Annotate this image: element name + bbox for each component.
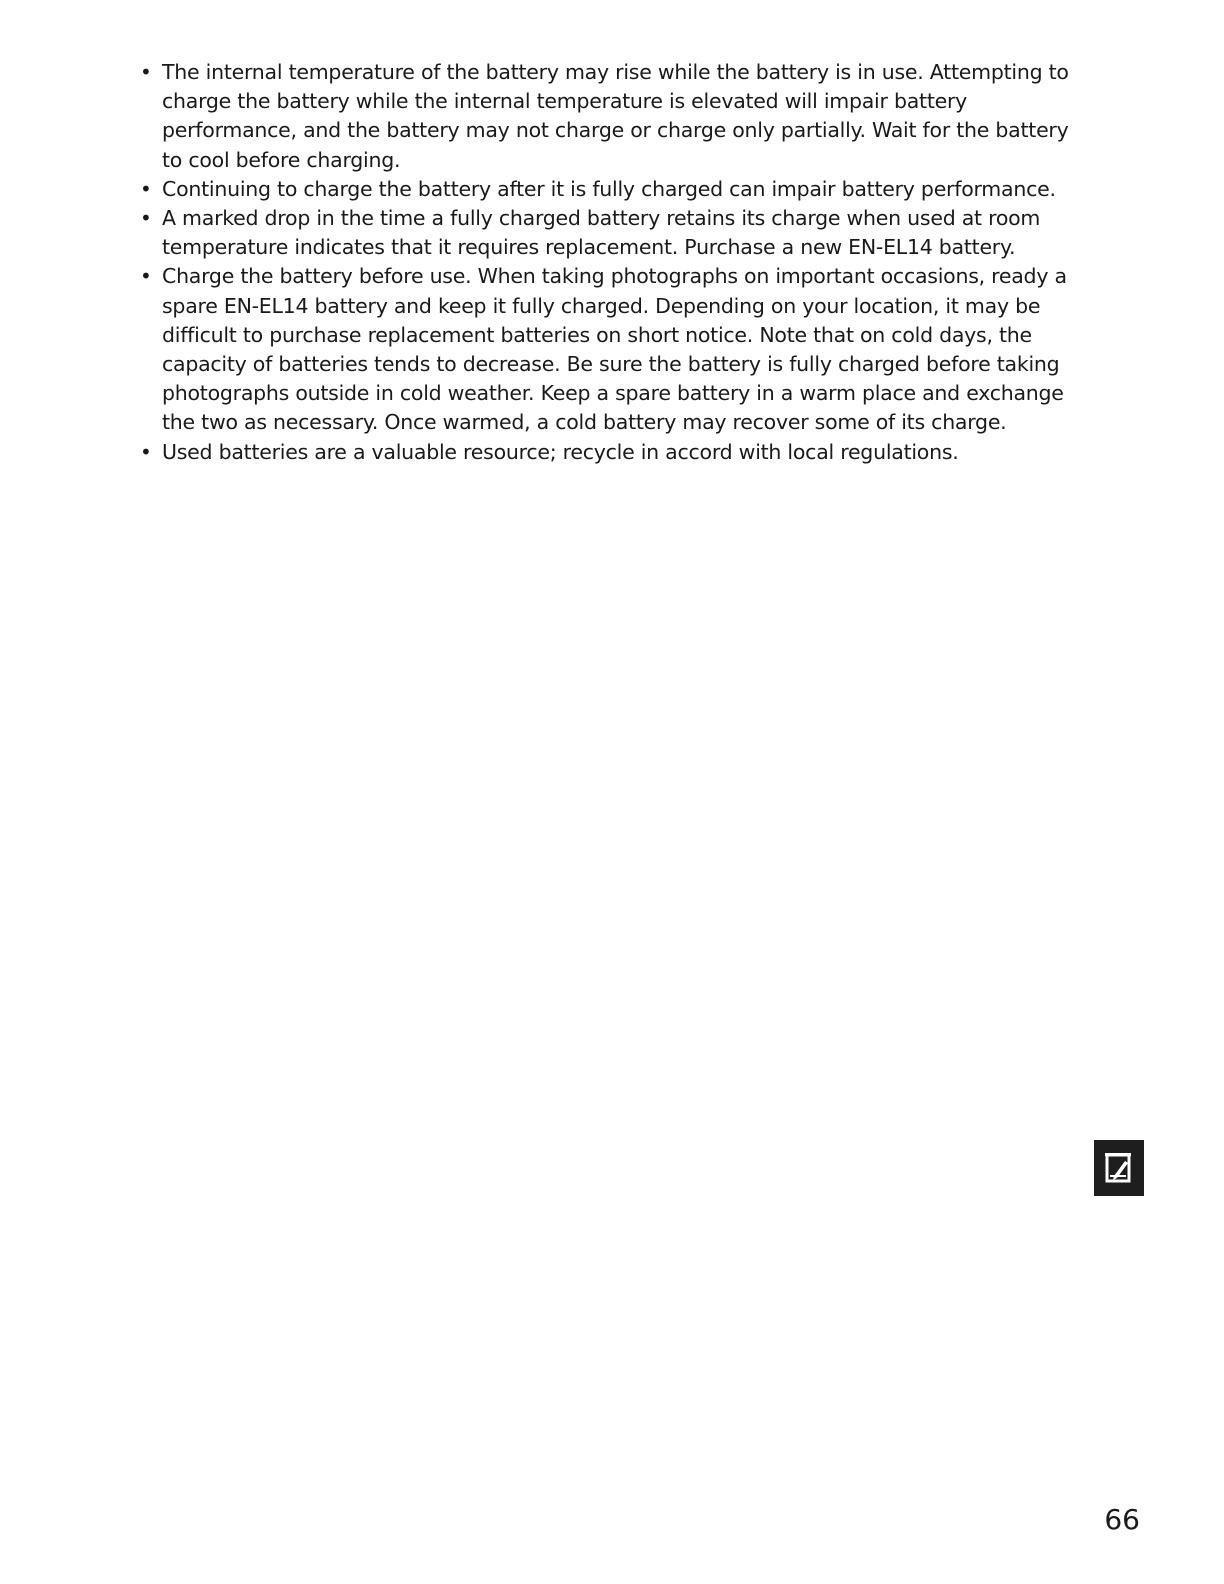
bullet-marker: • bbox=[140, 176, 152, 201]
bullet-text: A marked drop in the time a fully charged battery retains its charge when used at room temperature indicates that it requires replacement. Purchase a new EN-EL14 battery. bbox=[162, 206, 1041, 260]
section-tab[interactable] bbox=[1094, 1140, 1144, 1196]
page-number: 66 bbox=[1104, 1503, 1140, 1536]
bullet-marker: • bbox=[140, 206, 152, 231]
notes-pencil-icon bbox=[1104, 1151, 1134, 1185]
bullet-text: Used batteries are a valuable resource; recycle in accord with local regulations. bbox=[162, 439, 959, 464]
bullet-list bbox=[136, 58, 1076, 467]
bullet-text: Charge the battery before use. When taking photographs on important occasions, ready a spare EN-EL14 battery and keep it fully charged. Depending on your location, it may be difficult to purchase replacement batteries on short notice. Note that on cold days, the capacity of batteries tends to decrease. Be sure the battery is fully charged before taking photographs outside in cold weather. Keep a spare battery in a warm place and exchange the two as necessary. Once warmed, a cold battery may recover some of its charge. bbox=[162, 264, 1067, 435]
bullet-marker: • bbox=[140, 439, 152, 464]
bullet-marker: • bbox=[140, 60, 152, 84]
list-item bbox=[136, 262, 1076, 437]
list-item bbox=[136, 438, 1076, 467]
bullet-text: Continuing to charge the battery after it is fully charged can impair battery performance. bbox=[162, 176, 1056, 201]
list-item bbox=[136, 204, 1076, 262]
bullet-text: The internal temperature of the battery may rise while the battery is in use. Attempting to charge the battery while the internal temperature is elevated will impair battery performance, and the battery may not charge or charge only partially. Wait for the battery to cool before charging. bbox=[162, 60, 1069, 172]
bullet-marker: • bbox=[140, 264, 152, 289]
list-item bbox=[136, 58, 1076, 175]
list-item bbox=[136, 175, 1076, 204]
